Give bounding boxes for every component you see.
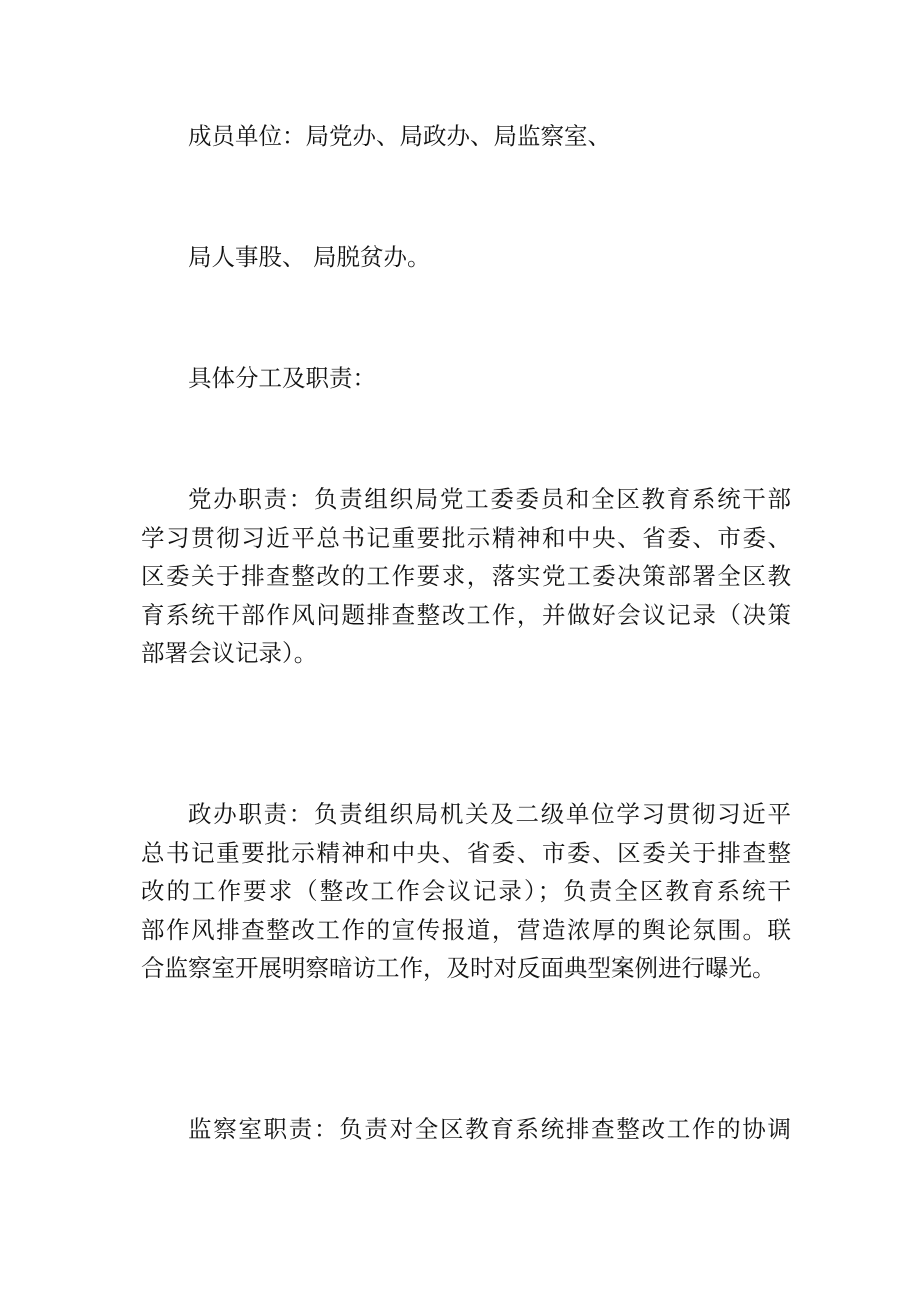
paragraph-line: 合监察室开展明察暗访工作，及时对反面典型案例进行曝光。	[141, 954, 776, 983]
supervision-office-duties-paragraph	[141, 1110, 791, 1149]
paragraph-line: 育系统干部作风问题排查整改工作，并做好会议记录（决策	[141, 600, 791, 629]
paragraph-line: 学习贯彻习近平总书记重要批示精神和中央、省委、市委、	[141, 523, 791, 552]
member-units-continued-paragraph	[141, 238, 791, 277]
paragraph-line: 改的工作要求（整改工作会议记录）；负责全区教育系统干	[141, 877, 791, 906]
paragraph-line: 局人事股、 局脱贫办。	[188, 243, 431, 271]
paragraph-line: 区委关于排查整改的工作要求，落实党工委决策部署全区教	[141, 562, 791, 591]
paragraph-line: 总书记重要批示精神和中央、省委、市委、区委关于排查整	[141, 838, 791, 867]
division-heading-paragraph	[141, 359, 791, 398]
paragraph-line: 党办职责：负责组织局党工委委员和全区教育系统干部	[188, 485, 791, 513]
paragraph-line: 成员单位：局党办、局政办、局监察室、	[188, 122, 611, 150]
admin-office-duties-paragraph	[141, 795, 791, 988]
paragraph-line: 政办职责：负责组织局机关及二级单位学习贯彻习近平	[188, 800, 791, 828]
paragraph-line: 部作风排查整改工作的宣传报道，营造浓厚的舆论氛围。联	[141, 915, 791, 944]
member-units-paragraph	[141, 117, 791, 156]
paragraph-line: 监察室职责：负责对全区教育系统排查整改工作的协调	[188, 1115, 791, 1143]
paragraph-line: 部署会议记录）。	[141, 639, 318, 668]
party-office-duties-paragraph	[141, 480, 791, 673]
paragraph-line: 具体分工及职责：	[188, 364, 376, 392]
